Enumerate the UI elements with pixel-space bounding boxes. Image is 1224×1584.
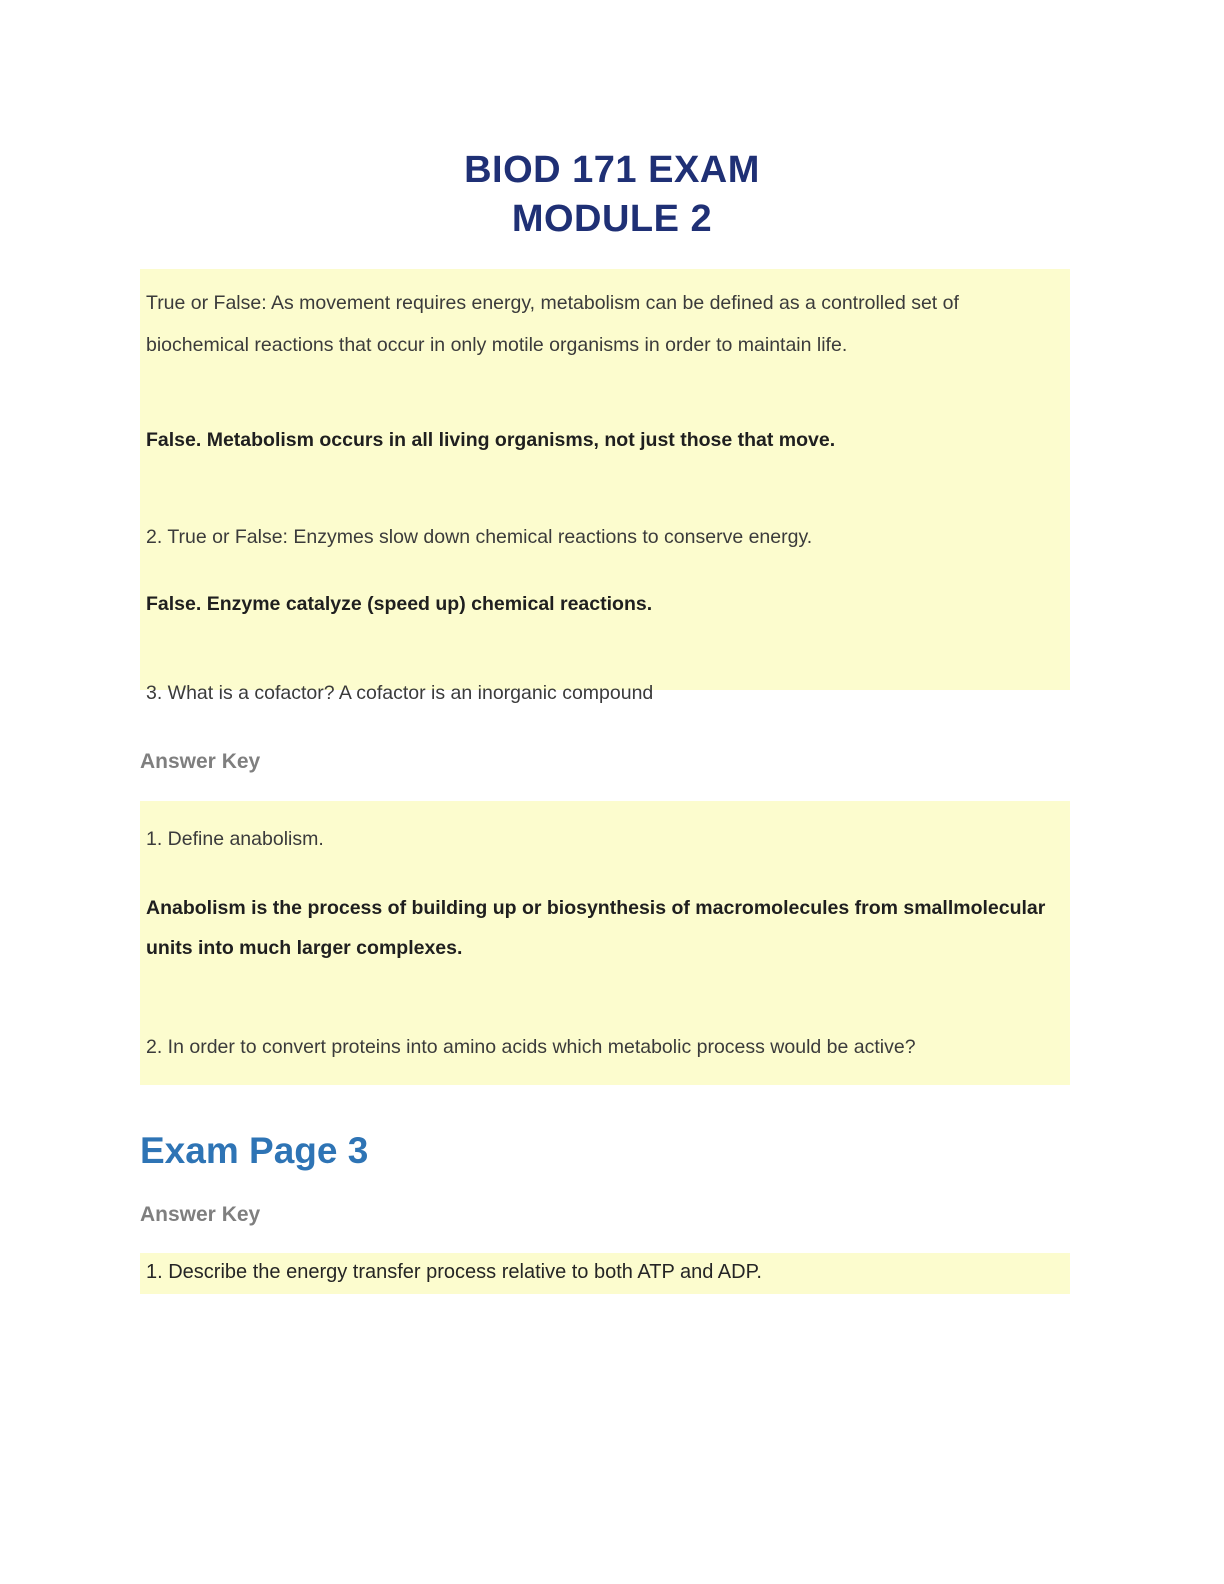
question-3-clipped-text: 3. What is a cofactor? A cofactor is an inorganic compound bbox=[146, 681, 654, 704]
answerkey-question-1: 1. Define anabolism. bbox=[146, 828, 324, 851]
question-1: True or False: As movement requires energy, metabolism can be defined as a controlled set of biochemical reactions that occur in only motile organisms in order to maintain life. bbox=[146, 292, 959, 357]
title-line-2: MODULE 2 bbox=[511, 197, 713, 240]
answerkey-answer-1: Anabolism is the process of building up or biosynthesis of macromolecules from smallmolecular units into much larger complexes. bbox=[146, 897, 1046, 960]
highlighted-answer-key-block bbox=[140, 801, 1070, 1085]
document-title bbox=[0, 0, 1224, 243]
answer-key-heading-1: Answer Key bbox=[140, 749, 261, 773]
exam-page-3-heading: Exam Page 3 bbox=[140, 1130, 369, 1172]
document-content bbox=[140, 269, 1070, 1293]
answer-1: False. Metabolism occurs in all living organisms, not just those that move. bbox=[146, 429, 836, 452]
question-2: 2. True or False: Enzymes slow down chemical reactions to conserve energy. bbox=[146, 526, 813, 549]
highlighted-question-line bbox=[140, 1253, 1070, 1294]
page3-question-1: 1. Describe the energy transfer process relative to both ATP and ADP. bbox=[146, 1260, 762, 1283]
answer-key-heading-2: Answer Key bbox=[140, 1203, 261, 1227]
highlighted-question-block-1 bbox=[140, 269, 1070, 704]
title-line-1: BIOD 171 EXAM bbox=[464, 149, 760, 191]
answerkey-question-2: 2. In order to convert proteins into amino acids which metabolic process would be active? bbox=[146, 1036, 916, 1059]
answer-2: False. Enzyme catalyze (speed up) chemical reactions. bbox=[146, 592, 653, 615]
question-3-clipped-row bbox=[146, 673, 1052, 704]
